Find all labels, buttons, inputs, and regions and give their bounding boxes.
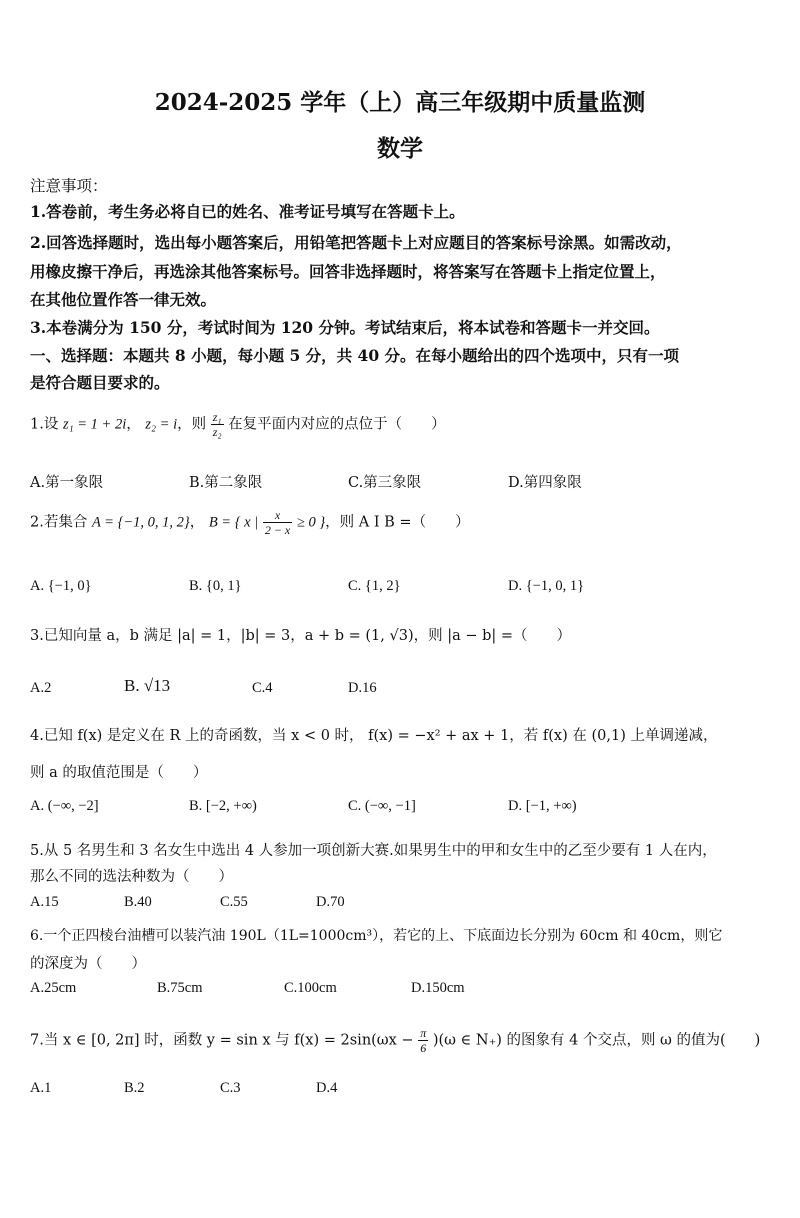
question-1-frac-num: z₁: [212, 410, 222, 424]
question-5-option-c: C.55: [220, 894, 248, 910]
question-1-mid: ，则: [177, 416, 207, 433]
question-6-option-a: A.25cm: [30, 980, 77, 996]
question-2-option-a: A. {−1, 0}: [30, 578, 92, 594]
question-7-fraction: [418, 1026, 428, 1055]
question-7: [30, 1026, 760, 1055]
question-1-fraction: [211, 410, 224, 439]
section-heading-line-2: 是符合题目要求的。: [30, 373, 170, 392]
question-2-option-c: C. {1, 2}: [348, 578, 401, 594]
question-4-option-d: D. [−1, +∞): [508, 798, 577, 814]
question-2-fraction: [263, 508, 292, 537]
question-2-set-a: A = {−1, 0, 1, 2}: [91, 514, 190, 531]
question-2: 2.若集合 A = {−1, 0, 1, 2}， B = { x | $\frac{x}{2 - x}$ ≥ 0 }，则 A I B =（ ）: [30, 508, 470, 537]
notice-item-3: 3.本卷满分为 150 分，考试时间为 120 分钟。考试结束后，将本试卷和答题卡一并交回。: [30, 318, 660, 337]
notice-heading: 注意事项：: [30, 177, 108, 195]
question-6-option-d: D.150cm: [411, 980, 465, 996]
question-4-option-c: C. (−∞, −1]: [348, 798, 416, 814]
question-2-suffix: ，则 A I B =（ ）: [325, 514, 470, 531]
question-4-line-1: 4.已知 f(x) 是定义在 R 上的奇函数，当 x < 0 时， f(x) = −x² + ax + 1，若 f(x) 在 (0,1) 上单调递减，: [30, 728, 718, 744]
question-4-option-a: A. (−∞, −2]: [30, 798, 99, 814]
question-1-frac-den: z₂: [212, 425, 222, 439]
question-5-line-2: 那么不同的选法种数为（ ）: [30, 869, 233, 885]
question-7-prefix: 7.当 x ∈ [0, 2π] 时，函数 y = sin x 与 f(x) = 2sin(ωx −: [30, 1032, 414, 1049]
question-2-prefix: 2.若集合: [30, 514, 88, 531]
question-3: 3.已知向量 a，b 满足 |a| = 1，|b| = 3，a + b = (1, √3)，则 |a − b| =（ ）: [30, 628, 572, 644]
question-1-option-a: A.第一象限: [30, 475, 104, 491]
page-title: 2024-2025 学年（上）高三年级期中质量监测: [154, 89, 646, 116]
question-2-set-b-right: ≥ 0 }: [296, 514, 326, 531]
question-2-set-b-left: B = { x |: [208, 514, 259, 531]
question-3-option-d: D.16: [348, 680, 377, 696]
section-heading-line-1: 一、选择题：本题共 8 小题，每小题 5 分，共 40 分。在每小题给出的四个选项中，只有一项: [30, 346, 680, 365]
notice-item-2-line-2: 用橡皮擦干净后，再选涂其他答案标号。回答非选择题时，将答案写在答题卡上指定位置上，: [30, 262, 666, 281]
question-1-z1: z₁ = 1 + 2i: [62, 416, 127, 433]
question-2-frac-den: 2 − x: [264, 523, 291, 537]
question-6-option-b: B.75cm: [157, 980, 203, 996]
question-7-suffix: )(ω ∈ N₊) 的图象有 4 个交点，则 ω 的值为( ): [432, 1032, 761, 1049]
question-1-suffix: 在复平面内对应的点位于（ ）: [228, 416, 446, 433]
question-6-option-c: C.100cm: [284, 980, 337, 996]
notice-item-2-line-3: 在其他位置作答一律无效。: [30, 290, 217, 309]
question-1-z2: z₂ = i: [145, 416, 178, 433]
question-5-option-b: B.40: [124, 894, 152, 910]
question-1-option-d: D.第四象限: [508, 475, 582, 491]
question-7-frac-den: 6: [420, 1041, 427, 1055]
question-7-option-a: A.1: [30, 1080, 52, 1096]
question-1: 1.设 z₁ = 1 + 2i， z₂ = i，则 $\frac{\text{z₁}}{\text{z₂}}$ 在复平面内对应的点位于（ ）: [30, 410, 446, 439]
question-5-line-1: 5.从 5 名男生和 3 名女生中选出 4 人参加一项创新大赛.如果男生中的甲和女生中的乙至少要有 1 人在内，: [30, 843, 717, 859]
question-7-option-c: C.3: [220, 1080, 241, 1096]
question-2-option-b: B. {0, 1}: [189, 578, 242, 594]
question-1-option-b: B.第二象限: [189, 475, 263, 491]
question-4-option-b: B. [−2, +∞): [189, 798, 257, 814]
question-1-option-c: C.第三象限: [348, 475, 422, 491]
question-6-line-1: 6.一个正四棱台油槽可以装汽油 190L（1L=1000cm³），若它的上、下底面边长分别为 60cm 和 40cm，则它: [30, 928, 723, 944]
question-3-option-b: B. √13: [124, 676, 171, 695]
subject-title: 数学: [377, 135, 423, 162]
question-7-option-d: D.4: [316, 1080, 338, 1096]
question-3-option-c: C.4: [252, 680, 273, 696]
notice-item-2-line-1: 2.回答选择题时，选出每小题答案后，用铅笔把答题卡上对应题目的答案标号涂黑。如需改动，: [30, 233, 682, 252]
question-2-option-d: D. {−1, 0, 1}: [508, 578, 585, 594]
question-2-frac-num: x: [263, 508, 292, 523]
question-5-option-a: A.15: [30, 894, 59, 910]
question-3-option-a: A.2: [30, 680, 52, 696]
question-7-frac-num: π: [420, 1026, 427, 1040]
question-7-option-b: B.2: [124, 1080, 145, 1096]
question-6-line-2: 的深度为（ ）: [30, 956, 146, 972]
question-1-prefix: 1.设: [30, 416, 59, 433]
question-4-line-2: 则 a 的取值范围是（ ）: [30, 765, 208, 781]
question-5-option-d: D.70: [316, 894, 345, 910]
notice-item-1: 1.答卷前，考生务必将自已的姓名、准考证号填写在答题卡上。: [30, 202, 465, 221]
